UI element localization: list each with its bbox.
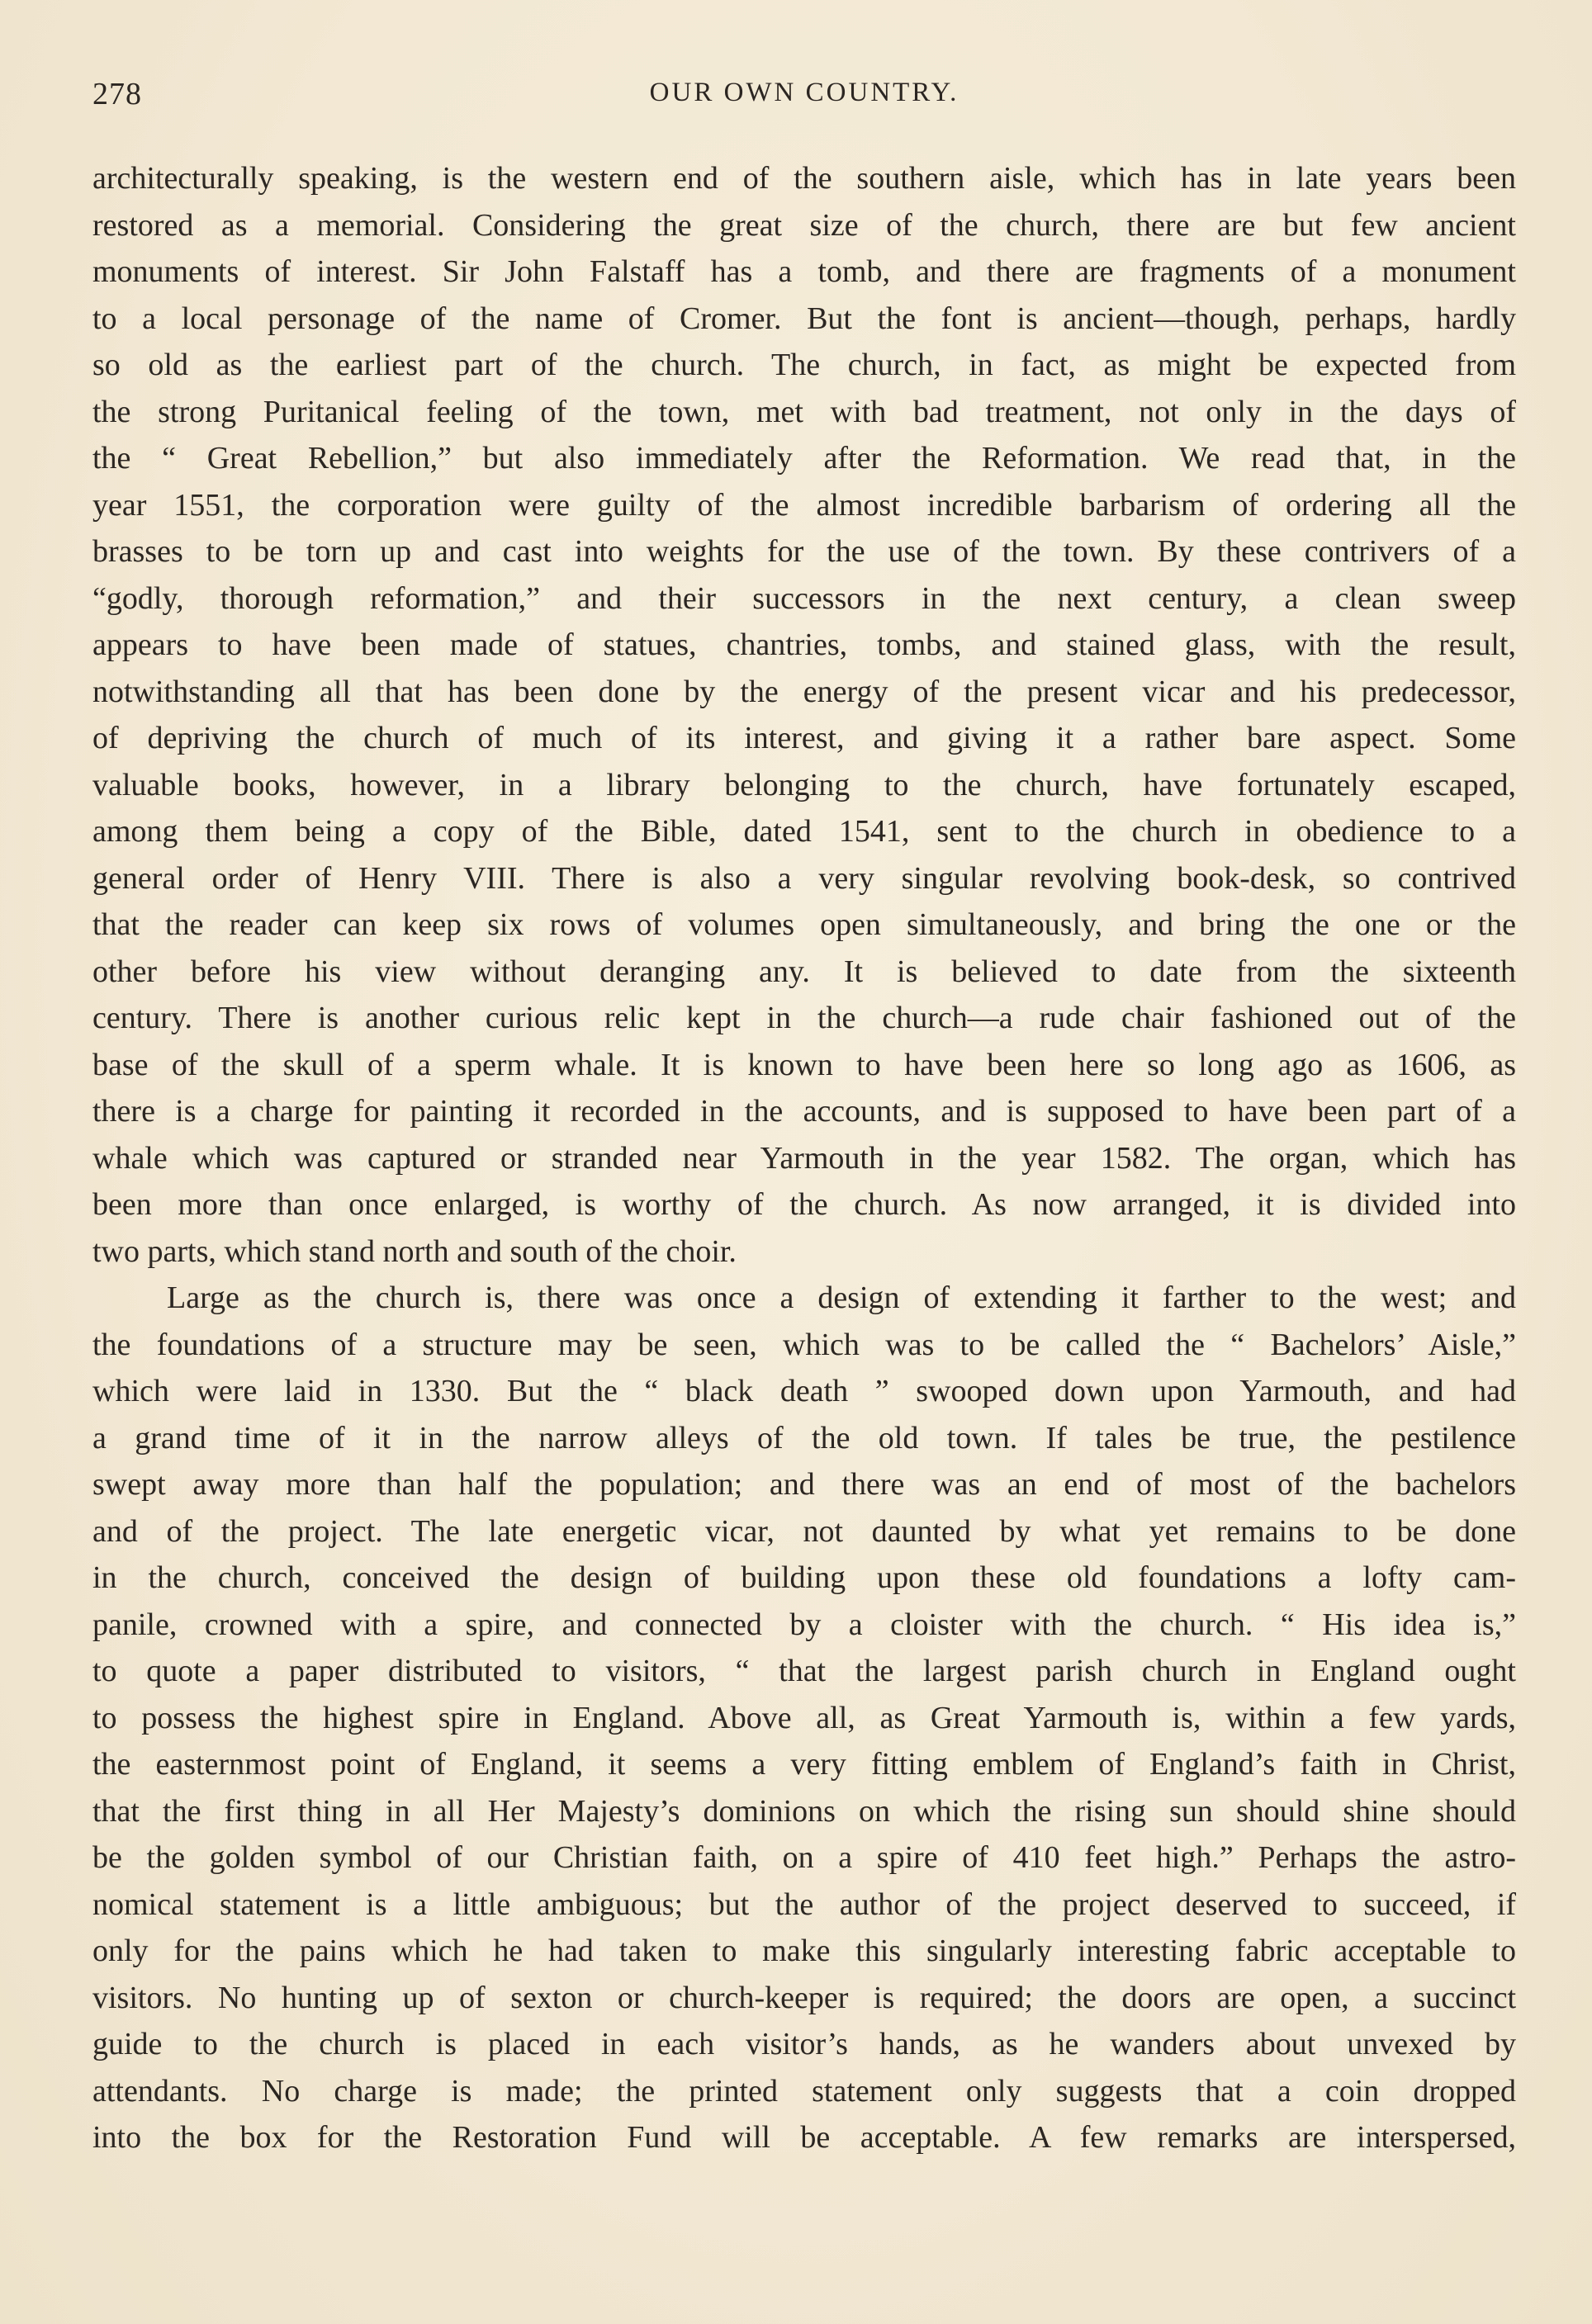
text-line: swept away more than half the population; and there was an end of most of the bachelors bbox=[92, 1467, 1516, 1502]
text-line: to quote a paper distributed to visitors, “ that the largest parish church in England ought bbox=[92, 1654, 1516, 1688]
paragraph-end-line: two parts, which stand north and south of the choir. bbox=[92, 1233, 737, 1269]
text-line: only for the pains which he had taken to make this singularly interesting fabric acceptable to bbox=[92, 1934, 1516, 1968]
text-line: restored as a memorial. Considering the great size of the church, there are but few ancient bbox=[92, 207, 1516, 243]
text-line: been more than once enlarged, is worthy of the church. As now arranged, it is divided into bbox=[92, 1187, 1516, 1222]
text-line: and of the project. The late energetic vicar, not daunted by what yet remains to be done bbox=[92, 1513, 1516, 1549]
text-line: monuments of interest. Sir John Falstaff has a tomb, and there are fragments of a monument bbox=[92, 254, 1516, 289]
text-line: appears to have been made of statues, chantries, tombs, and stained glass, with the result, bbox=[92, 627, 1516, 662]
text-line: to possess the highest spire in England. Above all, as Great Yarmouth is, within a few yards, bbox=[92, 1700, 1516, 1735]
text-line: notwithstanding all that has been done by the energy of the present vicar and his predecessor, bbox=[92, 674, 1516, 709]
running-title: OUR OWN COUNTRY. bbox=[649, 78, 959, 107]
text-line: attendants. No charge is made; the printed statement only suggests that a coin dropped bbox=[92, 2073, 1516, 2109]
text-line: brasses to be torn up and cast into weights for the use of the town. By these contrivers of a bbox=[92, 534, 1516, 569]
text-line: nomical statement is a little ambiguous; but the author of the project deserved to succeed, if bbox=[92, 1886, 1516, 1922]
body-text bbox=[92, 155, 1516, 2161]
text-line: into the box for the Restoration Fund will be acceptable. A few remarks are interspersed, bbox=[92, 2120, 1516, 2155]
text-line: panile, crowned with a spire, and connected by a cloister with the church. “ His idea is,” bbox=[92, 1607, 1516, 1642]
text-line: which were laid in 1330. But the “ black death ” swooped down upon Yarmouth, and had bbox=[92, 1374, 1516, 1408]
text-line: that the first thing in all Her Majesty’s dominions on which the rising sun should shine should bbox=[92, 1793, 1516, 1829]
text-line: a grand time of it in the narrow alleys of the old town. If tales be true, the pestilence bbox=[92, 1420, 1516, 1455]
page-number: 278 bbox=[92, 77, 142, 111]
text-line: century. There is another curious relic kept in the church—a rude chair fashioned out of the bbox=[92, 1001, 1516, 1035]
paragraph-start-line: Large as the church is, there was once a design of extending it farther to the west; and bbox=[167, 1280, 1516, 1315]
text-line: so old as the earliest part of the church. The church, in fact, as might be expected from bbox=[92, 348, 1516, 382]
text-line: be the golden symbol of our Christian faith, on a spire of 410 feet high.” Perhaps the astro- bbox=[92, 1840, 1516, 1875]
text-line: the strong Puritanical feeling of the town, met with bad treatment, not only in the days of bbox=[92, 394, 1516, 429]
text-line: the foundations of a structure may be seen, which was to be called the “ Bachelors’ Aisle,” bbox=[92, 1327, 1516, 1362]
text-line: there is a charge for painting it recorded in the accounts, and is supposed to have been part of a bbox=[92, 1094, 1516, 1129]
text-line: visitors. No hunting up of sexton or church-keeper is required; the doors are open, a succinct bbox=[92, 1980, 1516, 2015]
text-line: in the church, conceived the design of building upon these old foundations a lofty cam- bbox=[92, 1560, 1516, 1595]
text-line: whale which was captured or stranded near Yarmouth in the year 1582. The organ, which has bbox=[92, 1140, 1516, 1176]
text-line: to a local personage of the name of Cromer. But the font is ancient—though, perhaps, hardly bbox=[92, 301, 1516, 336]
text-line: among them being a copy of the Bible, dated 1541, sent to the church in obedience to a bbox=[92, 814, 1516, 849]
text-line: valuable books, however, in a library belonging to the church, have fortunately escaped, bbox=[92, 767, 1516, 802]
text-line: general order of Henry VIII. There is also a very singular revolving book-desk, so contrived bbox=[92, 860, 1516, 896]
text-line: that the reader can keep six rows of volumes open simultaneously, and bring the one or the bbox=[92, 907, 1516, 942]
text-line: year 1551, the corporation were guilty of the almost incredible barbarism of ordering all the bbox=[92, 487, 1516, 523]
page-header bbox=[92, 76, 1516, 116]
text-line: of depriving the church of much of its interest, and giving it a rather bare aspect. Some bbox=[92, 721, 1516, 755]
text-line: other before his view without deranging any. It is believed to date from the sixteenth bbox=[92, 954, 1516, 989]
text-line: “godly, thorough reformation,” and their successors in the next century, a clean sweep bbox=[92, 580, 1516, 616]
text-line: the “ Great Rebellion,” but also immediately after the Reformation. We read that, in the bbox=[92, 441, 1516, 476]
text-line: guide to the church is placed in each visitor’s hands, as he wanders about unvexed by bbox=[92, 2027, 1516, 2061]
text-line: architecturally speaking, is the western end of the southern aisle, which has in late years been bbox=[92, 161, 1516, 196]
text-line: the easternmost point of England, it seems a very fitting emblem of England’s faith in Christ, bbox=[92, 1747, 1516, 1782]
text-line: base of the skull of a sperm whale. It is known to have been here so long ago as 1606, as bbox=[92, 1047, 1516, 1082]
